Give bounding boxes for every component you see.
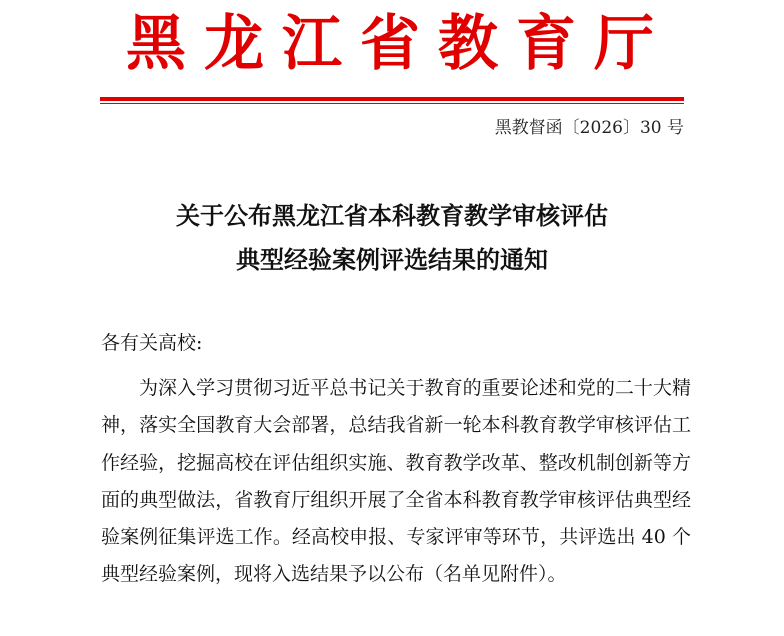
body-paragraph: 为深入学习贯彻习近平总书记关于教育的重要论述和党的二十大精神，落实全国教育大会部署，总结我省新一轮本科教育教学审核评估工作经验，挖掘高校在评估组织实施、教育教学改革、整改机制创新等方面的典型做法，省教育厅组织开展了全省本科教育教学审核评估典型经验案例征集评选工作。经高校申报、专家评审等环节，共评选出 40 个典型经验案例，现将入选结果予以公布（名单见附件）。 xyxy=(101,377,691,586)
salutation: 各有关高校: xyxy=(101,332,203,354)
document-title-line-2: 典型经验案例评选结果的通知 xyxy=(236,245,548,274)
letterhead-rule-thin xyxy=(100,103,684,104)
document-number: 黑教督函〔2026〕30 号 xyxy=(494,118,684,138)
document-title-line-1: 关于公布黑龙江省本科教育教学审核评估 xyxy=(176,201,608,230)
letterhead-rule-thick xyxy=(100,97,684,101)
agency-letterhead-title: 黑龙江省教育厅 xyxy=(126,9,672,79)
